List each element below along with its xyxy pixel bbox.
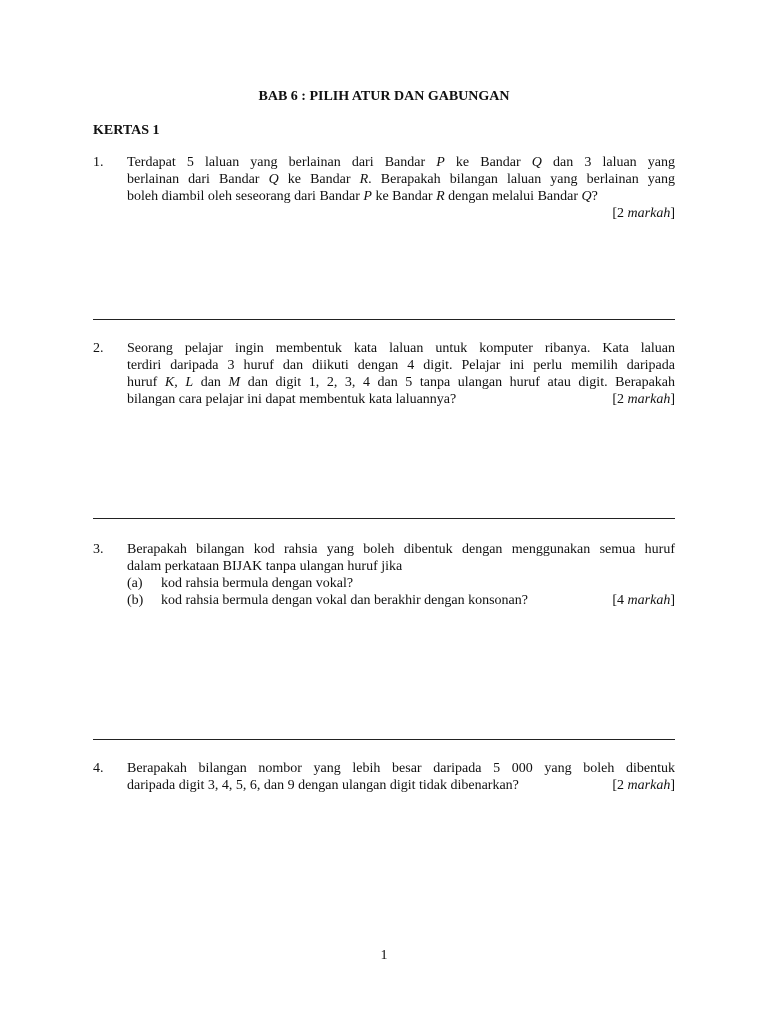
question-text-line: Berapakah bilangan nombor yang lebih besar daripada 5 000 yang boleh dibentuk: [127, 761, 675, 776]
question-text-line: daripada digit 3, 4, 5, 6, dan 9 dengan ulangan digit tidak dibenarkan? [2 markah]: [127, 778, 675, 793]
marks-label: [4 markah]: [612, 593, 675, 608]
page-title: BAB 6 : PILIH ATUR DAN GABUNGAN: [258, 89, 510, 104]
question-text-line: berlainan dari Bandar Q ke Bandar R. Berapakah bilangan laluan yang berlainan yang: [127, 172, 675, 187]
sub-question-a: (a) kod rahsia bermula dengan vokal?: [127, 576, 354, 591]
question-text-line: dalam perkataan BIJAK tanpa ulangan huruf jika: [127, 559, 403, 574]
question-text-line: bilangan cara pelajar ini dapat membentuk kata laluannya? [2 markah]: [127, 392, 675, 407]
question-number: 1.: [93, 155, 104, 170]
marks-label: [2 markah]: [612, 778, 675, 793]
question-text-line: boleh diambil oleh seseorang dari Bandar P ke Bandar R dengan melalui Bandar Q?: [127, 189, 598, 204]
question-number: 4.: [93, 761, 104, 776]
answer-separator: [93, 518, 675, 519]
sub-question-b: (b) kod rahsia bermula dengan vokal dan berakhir dengan konsonan? [4 markah]: [127, 593, 675, 608]
marks-label: [2 markah]: [612, 392, 675, 407]
section-heading: KERTAS 1: [93, 123, 160, 138]
question-text-line: huruf K, L dan M dan digit 1, 2, 3, 4 dan 5 tanpa ulangan huruf atau digit. Berapakah: [127, 375, 676, 390]
question-4: [93, 760, 675, 794]
page-number: 1: [380, 948, 388, 963]
marks-label: [2 markah]: [612, 206, 675, 221]
question-1: [93, 154, 675, 222]
question-number: 2.: [93, 341, 104, 356]
question-3: [93, 541, 675, 609]
question-text-line: Seorang pelajar ingin membentuk kata laluan untuk komputer ribanya. Kata laluan: [127, 341, 675, 356]
question-text-line: Berapakah bilangan kod rahsia yang boleh dibentuk dengan menggunakan semua huruf: [127, 542, 675, 557]
question-2: [93, 340, 675, 408]
question-text-line: terdiri daripada 3 huruf dan diikuti dengan 4 digit. Pelajar ini perlu memilih daripada: [127, 358, 675, 373]
answer-separator: [93, 319, 675, 320]
question-text-line: Terdapat 5 laluan yang berlainan dari Bandar P ke Bandar Q dan 3 laluan yang: [127, 155, 675, 170]
question-number: 3.: [93, 542, 104, 557]
answer-separator: [93, 739, 675, 740]
